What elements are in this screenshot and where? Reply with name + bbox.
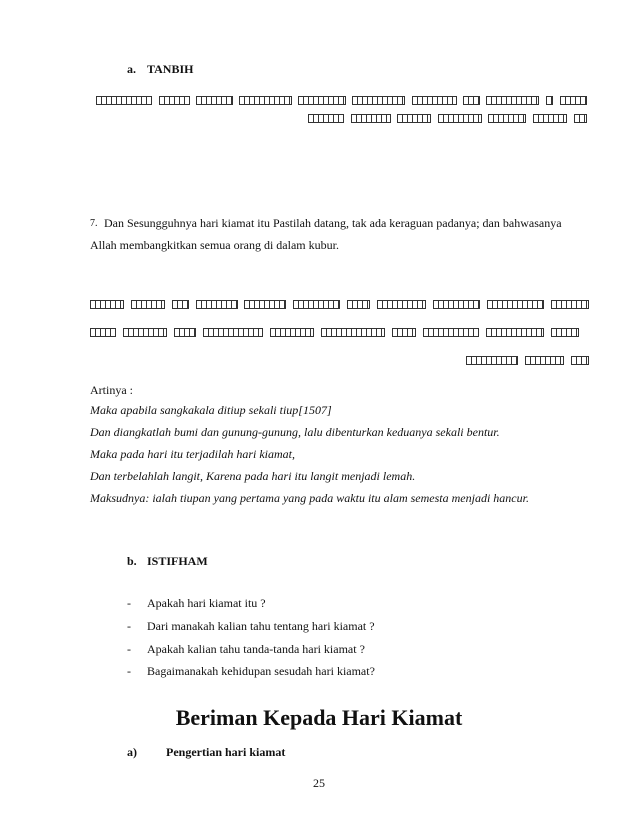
arabic-text-line	[96, 95, 588, 106]
bullet-marker: -	[127, 642, 131, 656]
arabic-text-line	[90, 327, 590, 338]
translation-line: Maka apabila sangkakala ditiup sekali tiup[1507]	[90, 403, 332, 417]
page-number: 25	[313, 776, 325, 790]
translation-line: Dan diangkatlah bumi dan gunung-gunung, lalu dibenturkan keduanya sekali bentur.	[90, 425, 500, 439]
subsection-marker: a)	[127, 745, 137, 759]
section-b-heading: ISTIFHAM	[147, 554, 208, 568]
verse-line: Allah membangkitkan semua orang di dalam kubur.	[90, 238, 339, 252]
question-item: Bagaimanakah kehidupan sesudah hari kiamat?	[147, 664, 375, 678]
section-a-marker: a.	[127, 62, 136, 76]
subsection-heading: Pengertian hari kiamat	[166, 745, 286, 759]
question-item: Apakah kalian tahu tanda-tanda hari kiamat ?	[147, 642, 365, 656]
bullet-marker: -	[127, 664, 131, 678]
translation-line: Dan terbelahlah langit, Karena pada hari itu langit menjadi lemah.	[90, 469, 416, 483]
verse-line: Dan Sesungguhnya hari kiamat itu Pastilah datang, tak ada keraguan padanya; dan bahwasanya	[104, 216, 562, 230]
arabic-text-line	[308, 113, 588, 124]
question-item: Apakah hari kiamat itu ?	[147, 596, 266, 610]
section-a-heading: TANBIH	[147, 62, 194, 76]
bullet-marker: -	[127, 596, 131, 610]
bullet-marker: -	[127, 619, 131, 633]
arabic-text-line	[466, 355, 590, 366]
verse-number: 7.	[90, 218, 98, 229]
translation-line: Maksudnya: ialah tiupan yang pertama yang pada waktu itu alam semesta menjadi hancur.	[90, 491, 529, 505]
translation-label: Artinya :	[90, 383, 133, 397]
translation-line: Maka pada hari itu terjadilah hari kiamat,	[90, 447, 295, 461]
section-b-marker: b.	[127, 554, 137, 568]
arabic-text-line	[90, 299, 590, 310]
main-title: Beriman Kepada Hari Kiamat	[175, 705, 463, 730]
question-item: Dari manakah kalian tahu tentang hari kiamat ?	[147, 619, 375, 633]
